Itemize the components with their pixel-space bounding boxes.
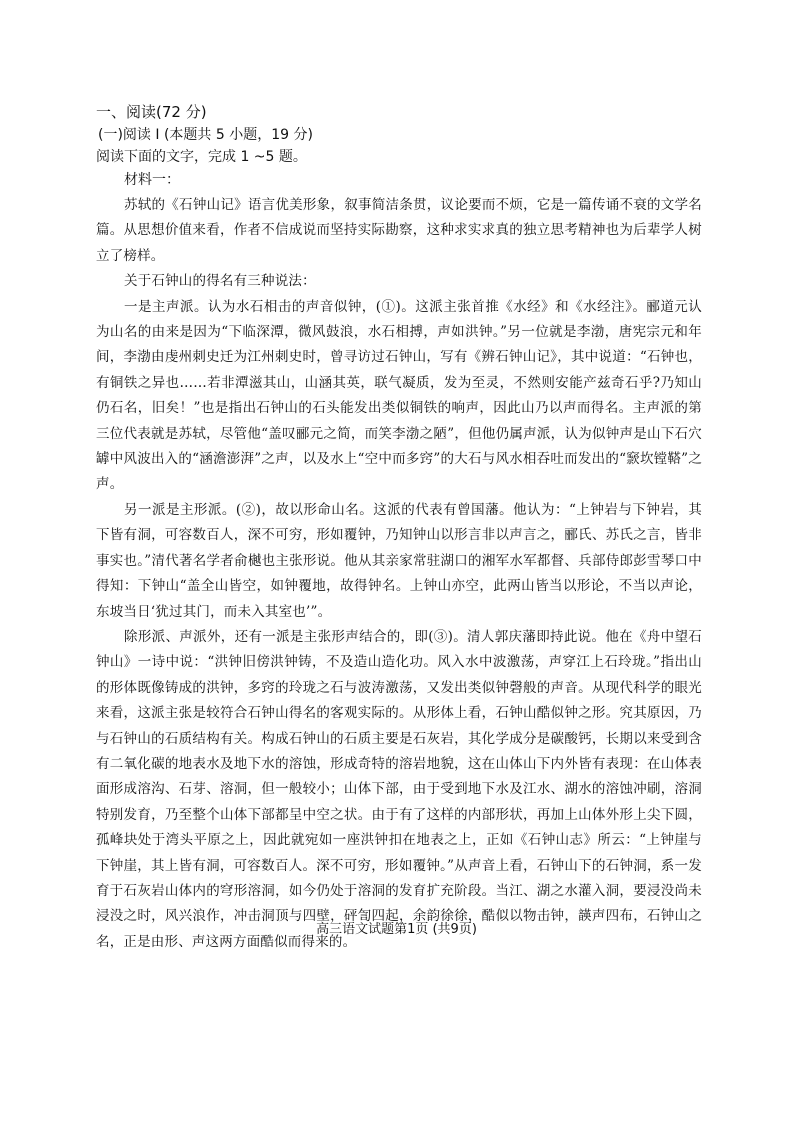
paragraph-sound-school: 一是主声派。认为水石相击的声音似钟，(①)。这派主张首推《水经》和《水经注》。郦道元认为山名的由来是因为“下临深潭，微风鼓浪，水石相搏，声如洪钟。”另一位就是李渤，唐宪宗元和年间，李渤由虔州刺史迁为江州刺史时，曾寻访过石钟山，写有《辨石钟山记》，其中说道：“石钟也，有铜铁之异也……若非潭滋其山，山涵其英，联气凝质，发为至灵，不然则安能产兹奇石乎?乃知山仍石名，旧矣！”也是指出石钟山的石头能发出类似铜铁的响声，因此山乃以声而得名。主声派的第三位代表就是苏轼，尽管他“盖叹郦元之简，而笑李渤之陋”，但他仍属声派，认为似钟声是山下石穴罅中风波出入的“涵澹澎湃”之声，以及水上“空中而多窍”的大石与风水相吞吐而发出的“窾坎镗鞳”之声。 [96, 298, 702, 493]
paragraph-intro: 苏轼的《石钟山记》语言优美形象，叙事简洁条贯，议论要而不烦，它是一篇传诵不衰的文学名篇。从思想价值来看，作者不信成说而坚持实际勘察，这种求实求真的独立思考精神也为后辈学人树立了榜样。 [96, 197, 702, 264]
instruction-text: 阅读下面的文字，完成 1 ~5 题。 [96, 149, 307, 165]
paragraph-shape-school: 另一派是主形派。(②)，故以形命山名。这派的代表有曾国藩。他认为：“上钟岩与下钟岩，其下皆有洞，可容数百人，深不可穷，形如覆钟，乃知钟山以形言非以声言之，郦氏、苏氏之言，皆非事实也。”清代著名学者俞樾也主张形说。他从其亲家常驻湖口的湘军水军都督、兵部侍郎彭雪琴口中得知：下钟山“盖全山皆空，如钟覆地，故得钟名。上钟山亦空，此两山皆当以形论，不当以声论，东坡当日‘犹过其门，而未入其室也’”。 [96, 501, 702, 620]
page-content [96, 100, 702, 955]
paragraph-combined-school: 除形派、声派外，还有一派是主张形声结合的，即(③)。清人郭庆藩即持此说。他在《舟中望石钟山》一诗中说：“洪钟旧傍洪钟铸，不及造山造化功。风入水中波激荡，声穿江上石玲珑。”指出山的形体既像铸成的洪钟，多窍的玲珑之石与波涛激荡，又发出类似钟磬般的声音。从现代科学的眼光来看，这派主张是较符合石钟山得名的客观实际的。从形体上看，石钟山酷似钟之形。究其原因，乃与石钟山的石质结构有关。构成石钟山的石质主要是石灰岩，其化学成分是碳酸钙，长期以来受到含有二氧化碳的地表水及地下水的溶蚀，形成奇特的溶岩地貌，这在山体山下内外皆有表现：在山体表面形成溶沟、石芽、溶洞，但一般较小；山体下部，由于受到地下水及江水、湖水的溶蚀冲刷，溶洞特别发育，乃至整个山体下部都呈中空之状。由于有了这样的内部形状，再加上山体外形上尖下圆，孤峰块处于湾头平原之上，因此就宛如一座洪钟扣在地表之上，正如《石钟山志》所云：“上钟崖与下钟崖，其上皆有洞，可容数百人。深不可穷，形如覆钟。”从声音上看，石钟山下的石钟洞，系一发育于石灰岩山体内的穹形溶洞，如今仍处于溶洞的发育扩充阶段。当江、湖之水灌入洞，要浸没尚未浸没之时，风兴浪作，冲击洞顶与四壁，砰訇四起，余韵徐徐，酷似以物击钟，韺声四布，石钟山之名，正是由形、声这两方面酷似而得来的。 [96, 628, 702, 950]
paragraph-three-theories: 关于石钟山的得名有三种说法： [124, 273, 316, 290]
sub-section-heading: (一)阅读 I (本题共 5 小题，19 分) [98, 127, 313, 143]
page-footer: 高三语文试题第1页 (共9页) [316, 922, 477, 937]
material-label: 材料一： [124, 172, 180, 188]
section-heading: 一、阅读(72 分) [96, 103, 207, 121]
